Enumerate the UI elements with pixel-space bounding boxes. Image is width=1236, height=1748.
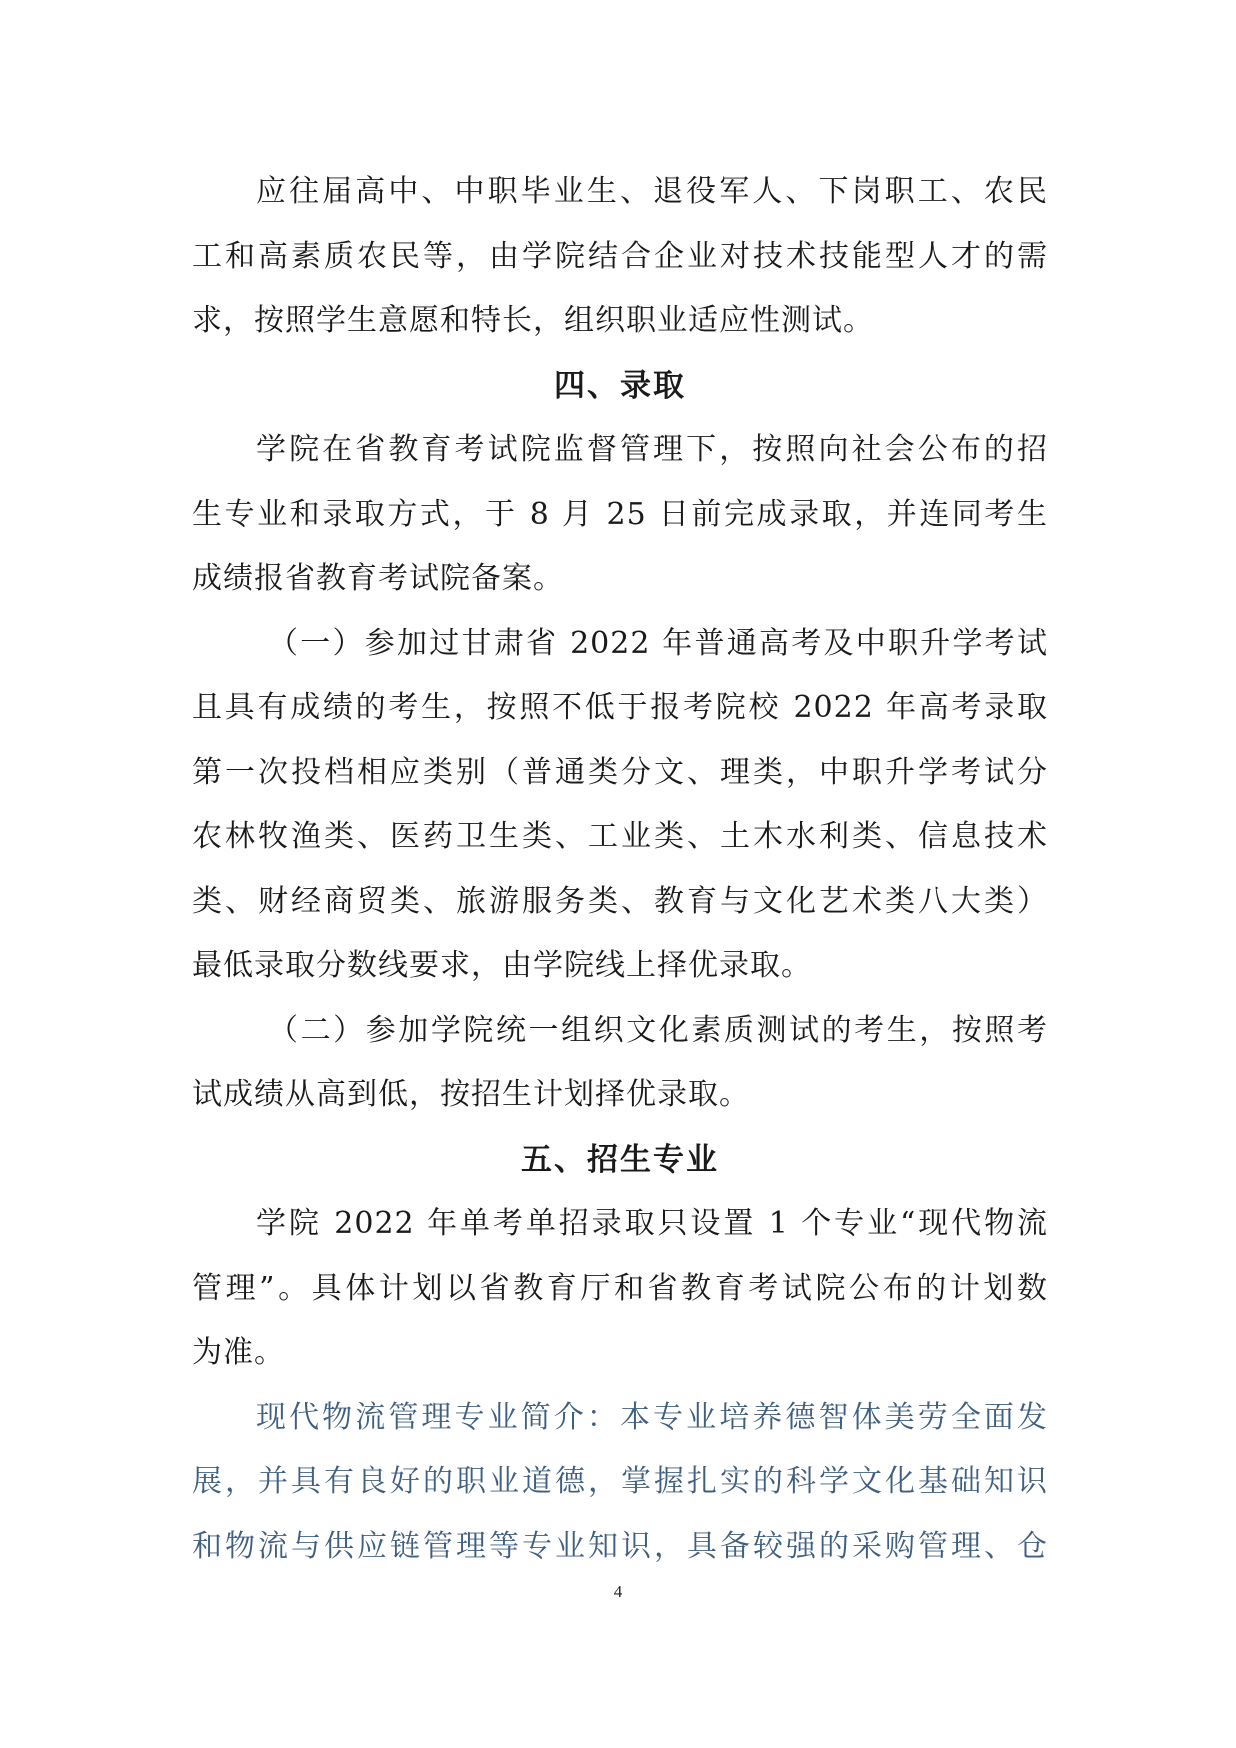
text-line: 试成绩从高到低，按招生计划择优录取。	[192, 1077, 750, 1112]
text-line: 为准。	[192, 1335, 285, 1370]
text-line: （二）参加学院统一组织文化素质测试的考生，按照考	[268, 1012, 1048, 1048]
page-number: 4	[613, 1582, 623, 1601]
section-heading-admission: 四、录取	[554, 367, 686, 404]
document-page	[192, 160, 1048, 1579]
text-line: （一）参加过甘肃省 2022 年普通高考及中职升学考试	[268, 625, 1048, 661]
text-line: 求，按照学生意愿和特长，组织职业适应性测试。	[192, 303, 874, 338]
paragraph-candidates	[192, 160, 1048, 354]
paragraph-admission-item-1	[192, 612, 1048, 999]
text-line: 农林牧渔类、医药卫生类、工业类、土木水利类、信息技术	[192, 819, 1048, 854]
text-line: 生专业和录取方式，于 8 月 25 日前完成录取，并连同考生	[192, 496, 1048, 532]
text-line: 展，并具有良好的职业道德，掌握扎实的科学文化基础知识	[192, 1464, 1048, 1499]
text-line: 现代物流管理专业简介：本专业培养德智体美劳全面发	[256, 1399, 1048, 1435]
paragraph-admission-item-2	[192, 999, 1048, 1128]
text-line: 和物流与供应链管理等专业知识，具备较强的采购管理、仓	[192, 1528, 1048, 1564]
text-line: 成绩报省教育考试院备案。	[192, 561, 564, 596]
text-line: 类、财经商贸类、旅游服务类、教育与文化艺术类八大类）	[192, 883, 1048, 919]
text-line: 最低录取分数线要求，由学院线上择优录取。	[192, 948, 812, 983]
text-line: 学院 2022 年单考单招录取只设置 1 个专业“现代物流	[256, 1206, 1048, 1241]
paragraph-major-description	[192, 1386, 1048, 1580]
text-line: 第一次投档相应类别（普通类分文、理类，中职升学考试分	[192, 754, 1048, 790]
section-heading-majors: 五、招生专业	[521, 1141, 719, 1178]
text-line: 且具有成绩的考生，按照不低于报考院校 2022 年高考录取	[192, 690, 1048, 725]
text-line: 学院在省教育考试院监督管理下，按照向社会公布的招	[256, 432, 1048, 467]
text-line: 工和高素质农民等，由学院结合企业对技术技能型人才的需	[192, 238, 1048, 274]
paragraph-admission-intro	[192, 418, 1048, 612]
paragraph-majors-intro	[192, 1192, 1048, 1386]
text-line: 应往届高中、中职毕业生、退役军人、下岗职工、农民	[256, 174, 1048, 209]
text-line: 管理”。具体计划以省教育厅和省教育考试院公布的计划数	[192, 1270, 1048, 1306]
